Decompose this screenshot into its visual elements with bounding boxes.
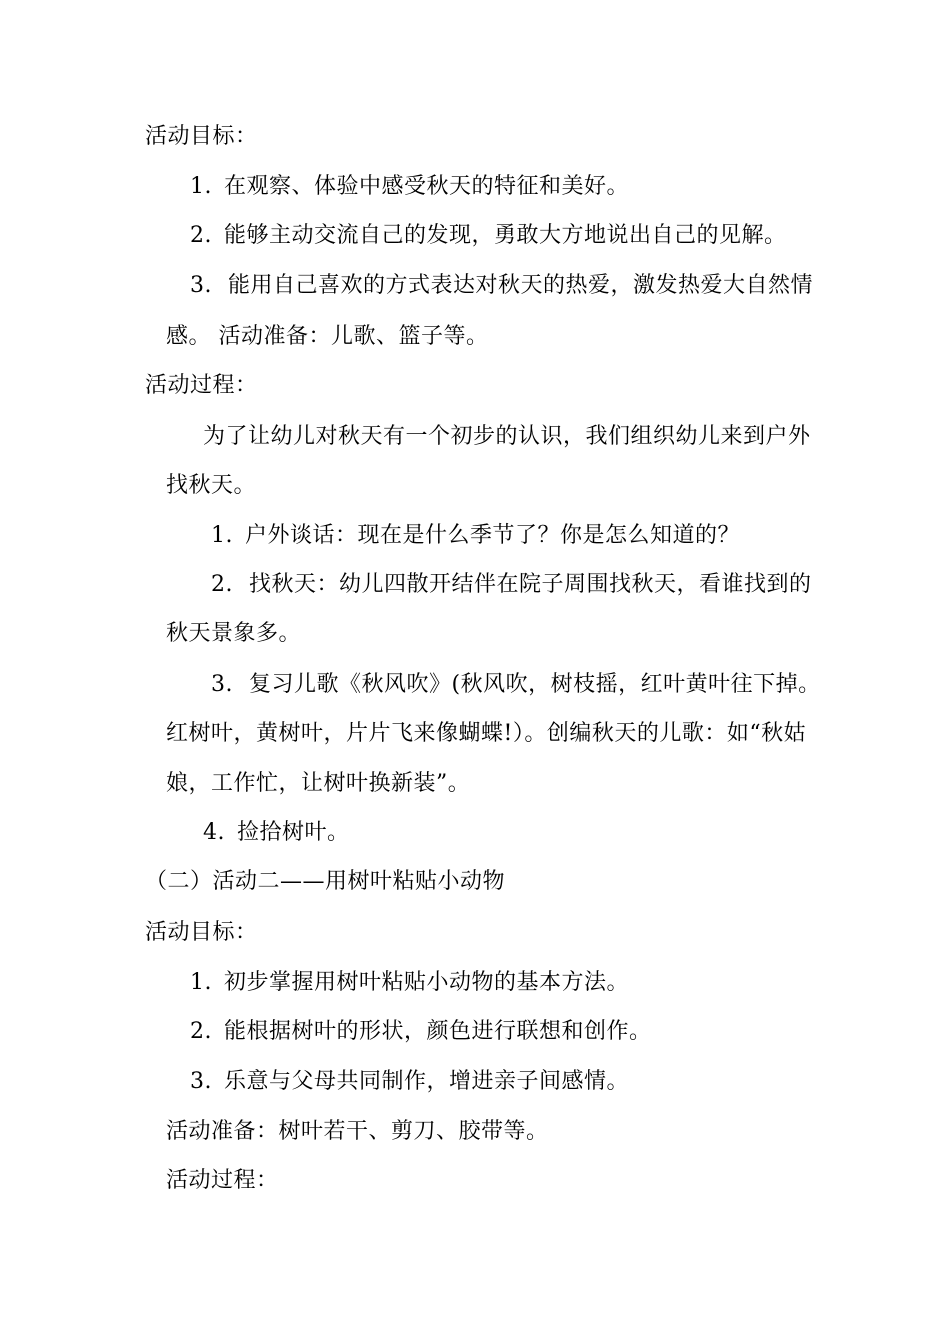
goal-item-1 bbox=[190, 172, 629, 202]
goal-text: 能用自己喜欢的方式表达对秋天的热爱，激发热爱大自然情 bbox=[228, 273, 814, 298]
step-number: 2. bbox=[211, 572, 233, 597]
goal-text: 能够主动交流自己的发现，勇敢大方地说出自己的见解。 bbox=[224, 223, 787, 248]
step-text: 复习儿歌《秋风吹》(秋风吹，树枝摇，红叶黄叶往下掉。 bbox=[249, 672, 821, 697]
intro-line-1: 为了让幼儿对秋天有一个初步的认识，我们组织幼儿来到户外 bbox=[203, 424, 811, 449]
goal-3-continuation: 感。 活动准备：儿歌、篮子等。 bbox=[166, 324, 489, 349]
section-2-title: （二）活动二——用树叶粘贴小动物 bbox=[145, 869, 506, 894]
step-text: 找秋天：幼儿四散开结伴在院子周围找秋天，看谁找到的 bbox=[249, 572, 812, 597]
goal-number: 3. bbox=[190, 273, 212, 298]
preparation-line: 活动准备：树叶若干、剪刀、胶带等。 bbox=[166, 1119, 549, 1144]
goal-number: 3. bbox=[190, 1069, 212, 1094]
step-2-continuation: 秋天景象多。 bbox=[166, 621, 302, 646]
step-3-continuation-1: 红树叶，黄树叶，片片飞来像蝴蝶!）。创编秋天的儿歌：如“秋姑 bbox=[166, 721, 807, 746]
process-heading-2: 活动过程： bbox=[166, 1168, 279, 1193]
goal-item-2 bbox=[190, 221, 787, 251]
process-heading: 活动过程： bbox=[145, 373, 258, 398]
goal-item-3 bbox=[190, 271, 813, 301]
goal2-item-1 bbox=[190, 968, 629, 998]
step-item-4 bbox=[203, 818, 350, 848]
step-item-3 bbox=[211, 670, 821, 700]
goal2-item-2 bbox=[190, 1017, 652, 1047]
goal-text: 初步掌握用树叶粘贴小动物的基本方法。 bbox=[224, 970, 630, 995]
goal-number: 1. bbox=[190, 970, 212, 995]
goal-number: 2. bbox=[190, 223, 212, 248]
goal-text: 能根据树叶的形状，颜色进行联想和创作。 bbox=[224, 1019, 652, 1044]
goals-heading-2: 活动目标： bbox=[145, 920, 258, 945]
goal2-item-3 bbox=[190, 1067, 629, 1097]
step-3-continuation-2: 娘，工作忙，让树叶换新装”。 bbox=[166, 771, 471, 796]
step-item-1 bbox=[211, 521, 740, 551]
step-text: 捡拾树叶。 bbox=[237, 820, 350, 845]
goal-text: 在观察、体验中感受秋天的特征和美好。 bbox=[224, 174, 630, 199]
goals-heading: 活动目标： bbox=[145, 124, 258, 149]
goal-text: 乐意与父母共同制作，增进亲子间感情。 bbox=[224, 1069, 630, 1094]
step-number: 4. bbox=[203, 820, 225, 845]
step-number: 1. bbox=[211, 523, 233, 548]
intro-line-2: 找秋天。 bbox=[166, 473, 257, 498]
step-item-2 bbox=[211, 570, 812, 600]
step-text: 户外谈话：现在是什么季节了？你是怎么知道的？ bbox=[245, 523, 741, 548]
goal-number: 2. bbox=[190, 1019, 212, 1044]
step-number: 3. bbox=[211, 672, 233, 697]
goal-number: 1. bbox=[190, 174, 212, 199]
